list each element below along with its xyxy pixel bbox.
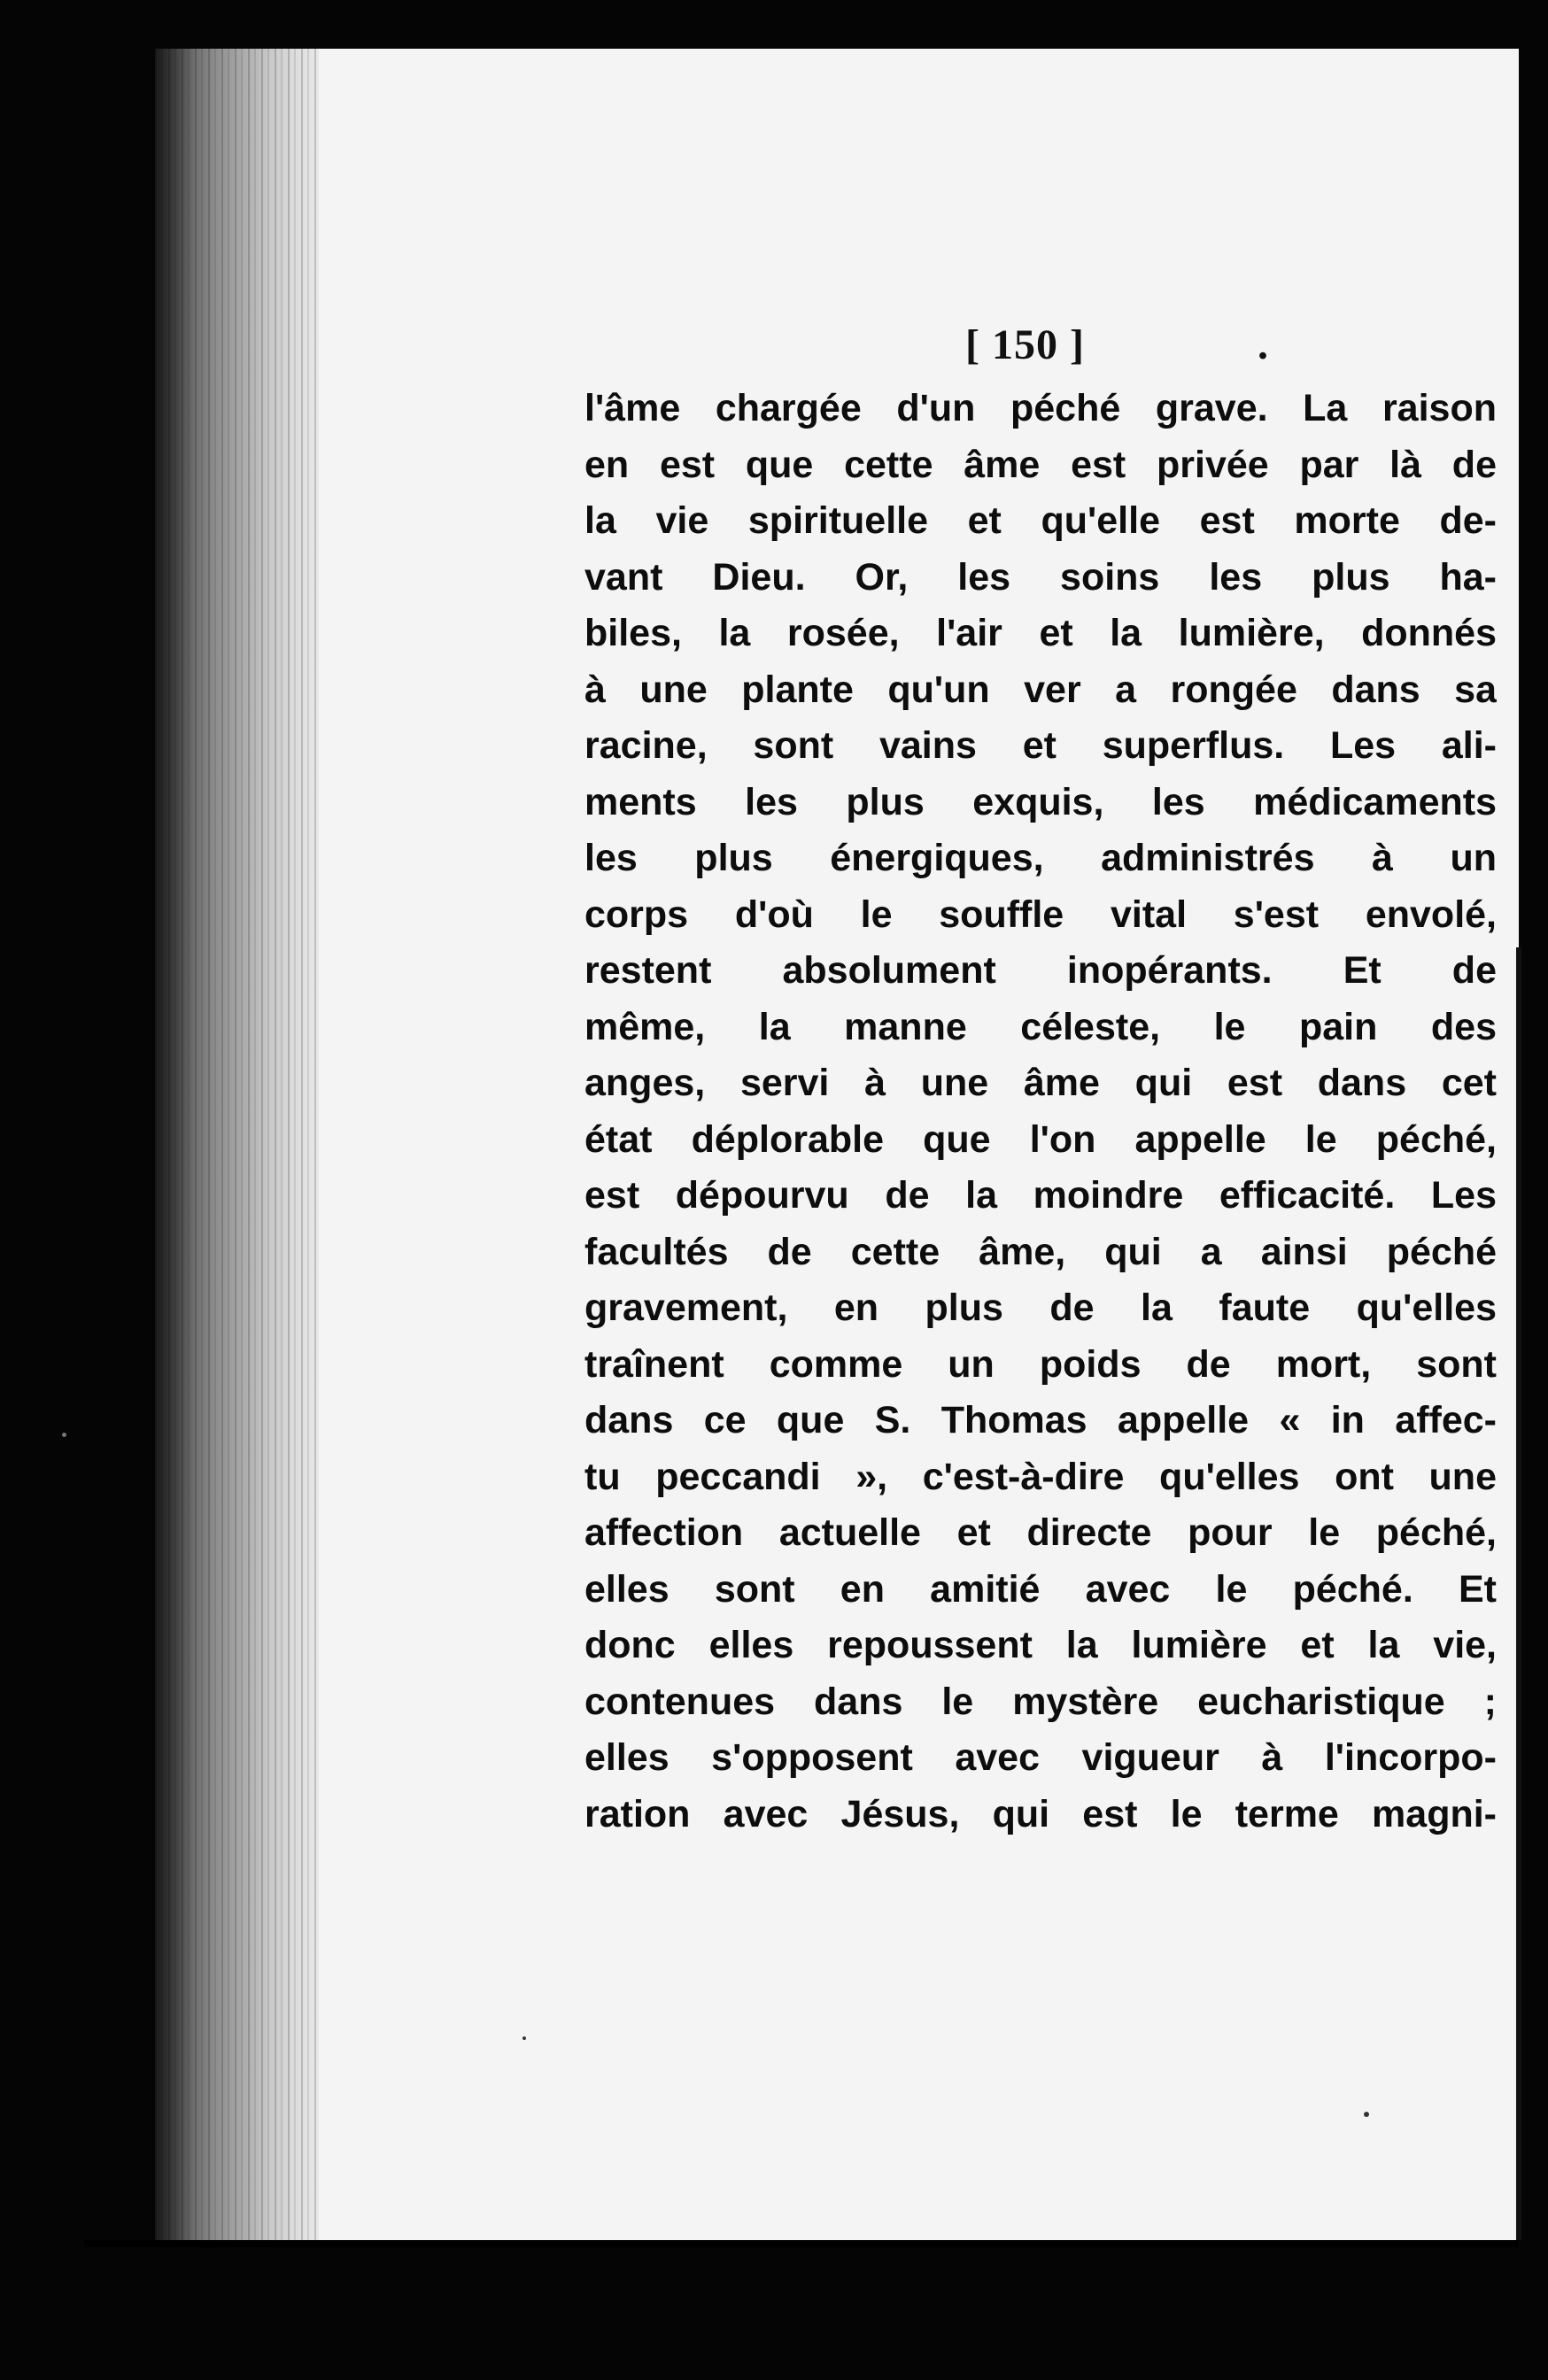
body-text <box>584 381 1505 1843</box>
scan-speck <box>62 1433 66 1437</box>
text-line: tu peccandi », c'est-à-dire qu'elles ont une <box>584 1455 1497 1498</box>
text-line: en est que cette âme est privée par là de <box>584 443 1497 486</box>
page-right-edge <box>1516 947 1521 2240</box>
text-line: dans ce que S. Thomas appelle « in affec- <box>584 1399 1497 1441</box>
text-line: les plus énergiques, administrés à un <box>584 837 1497 879</box>
text-line: facultés de cette âme, qui a ainsi péché <box>584 1230 1497 1273</box>
scan-speck <box>1364 2112 1369 2117</box>
text-line: traînent comme un poids de mort, sont <box>584 1342 1497 1386</box>
text-line: vant Dieu. Or, les soins les plus ha- <box>584 555 1497 599</box>
text-line: gravement, en plus de la faute qu'elles <box>584 1287 1497 1329</box>
text-line: ments les plus exquis, les médicaments <box>584 780 1497 823</box>
text-line: elles s'opposent avec vigueur à l'incorpo- <box>584 1736 1497 1779</box>
text-line: l'âme chargée d'un péché grave. La raison <box>584 387 1497 429</box>
scan-speck <box>522 2036 526 2040</box>
text-line: ration avec Jésus, qui est le terme magni- <box>584 1792 1497 1835</box>
text-line: elles sont en amitié avec le péché. Et <box>584 1567 1497 1611</box>
text-line: affection actuelle et directe pour le péché, <box>584 1511 1497 1554</box>
text-line: est dépourvu de la moindre efficacité. Les <box>584 1174 1497 1217</box>
binding-scan-streaks <box>155 49 332 2245</box>
text-line: même, la manne céleste, le pain des <box>584 1005 1497 1048</box>
text-line: donc elles repoussent la lumière et la vie, <box>584 1624 1497 1666</box>
text-line: état déplorable que l'on appelle le péché, <box>584 1117 1497 1161</box>
text-line: contenues dans le mystère eucharistique ; <box>584 1680 1497 1723</box>
text-line: à une plante qu'un ver a rongée dans sa <box>584 668 1497 711</box>
text-line: la vie spirituelle et qu'elle est morte de- <box>584 499 1497 542</box>
page-number-trailing-mark: . <box>1258 321 1268 368</box>
text-line: biles, la rosée, l'air et la lumière, donnés <box>584 612 1497 654</box>
text-line: restent absolument inopérants. Et de <box>584 949 1497 992</box>
text-line: racine, sont vains et superflus. Les ali- <box>584 724 1497 767</box>
text-line: anges, servi à une âme qui est dans cet <box>584 1062 1497 1104</box>
page-bottom-edge <box>84 2240 1519 2247</box>
page-number: [ 150 ] <box>965 321 1085 368</box>
text-line: corps d'où le souffle vital s'est envolé, <box>584 892 1497 936</box>
